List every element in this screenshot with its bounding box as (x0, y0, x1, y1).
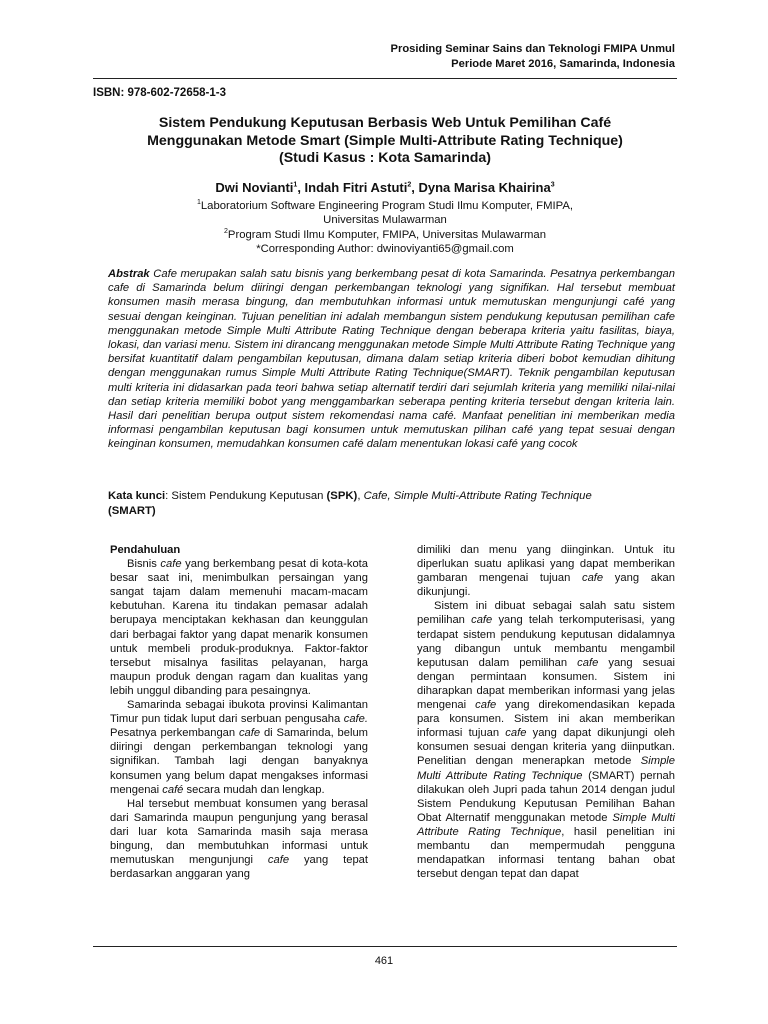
affiliation-1-sup: 1 (196, 199, 201, 207)
paragraph: Sistem ini dibuat sebagai salah satu sistem pemilihan cafe yang telah terkomputerisasi, yang terdapat sistem pendukung keputusan didalamnya yang dibangun untuk membantu mengambil keputusan dalam pemilihan cafe yang sesuai dengan permintaan konsumen. Sistem ini diharapkan dapat memberikan informasi yang jelas mengenai cafe yang direkomendasikan kepada para konsumen. Sistem ini akan memberikan informasi tujuan cafe yang dapat dikunjungi oleh konsumen sesuai dengan kriteria yang diinputkan. Penelitian dengan menerapkan metode Simple Multi Attribute Rating Technique (SMART) pernah dilakukan oleh Jupri pada tahun 2014 dengan judul Sistem Pendukung Keputusan Pemilihan Bahan Obat Alternatif menggunakan metode Simple Multi Attribute Rating Technique, hasil penelitian ini membantu dan mempermudah pengguna mendapatkan informasi tentang bahan obat tersebut dengan tepat dan dapat (417, 600, 675, 881)
corresponding-author: *Corresponding Author: dwinoviyanti65@gmail.com (256, 243, 514, 256)
keywords (108, 489, 675, 519)
paragraph: dimiliki dan menu yang diinginkan. Untuk itu diperlukan suatu aplikasi yang dapat memberikan gambaran mengenai tujuan cafe yang akan dikunjungi. (417, 544, 675, 599)
affiliations (93, 199, 677, 257)
author-2-sup: 2 (407, 181, 412, 189)
paragraph: Hal tersebut membuat konsumen yang berasal dari Samarinda maupun pengunjung yang berasal dari luar kota Samarinda masih saja merasa bingung, dan membutuhkan informasi untuk memutuskan mengunjungi cafe yang tepat berdasarkan anggaran yang (110, 797, 368, 881)
paper-title (93, 115, 677, 168)
title-line-3: (Studi Kasus : Kota Samarinda) (278, 150, 492, 166)
affiliation-2-sup: 2 (224, 228, 228, 236)
abstract (108, 267, 675, 452)
header-rule (93, 78, 677, 79)
affiliation-2-text: Program Studi Ilmu Komputer, FMIPA, Universitas Mulawarman (227, 228, 546, 241)
author-2: , Indah Fitri Astuti (297, 180, 408, 195)
title-line-1: Sistem Pendukung Keputusan Berbasis Web Untuk Pemilihan Café (158, 115, 612, 131)
keywords-text-2: Cafe, Simple Multi-Attribute Rating Technique (363, 490, 592, 502)
author-3-sup: 3 (550, 181, 555, 189)
keyword-spk: (SPK) (326, 490, 358, 502)
keywords-text-1: : Sistem Pendukung Keputusan (165, 490, 327, 502)
right-column (417, 543, 675, 881)
affiliation-1-line-2: Universitas Mulawarman (323, 214, 447, 227)
proceedings-period: Periode Maret 2016, Samarinda, Indonesia (451, 58, 675, 70)
proceedings-name: Prosiding Seminar Sains dan Teknologi FMIPA Unmul (390, 43, 675, 55)
paragraph: Bisnis cafe yang berkembang pesat di kota-kota besar saat ini, menimbulkan persaingan yang sangat tajam dalam memenuhi macam-macam kebutuhan. Karena itu tindakan pemasar adalah berupaya menciptakan kekhasan dan keunggulan dari berbagai faktor yang dapat menarik konsumen untuk membeli produk-produknya. Faktor-faktor tersebut misalnya fasilitas pelayanan, harga maupun produk dengan ragam dan kualitas yang lebih unggul dibanding para pesaingnya. (110, 558, 368, 697)
keywords-comma: , (357, 490, 364, 502)
keywords-label: Kata kunci (108, 490, 166, 502)
page-number: 461 (374, 955, 394, 967)
author-1-sup: 1 (293, 181, 298, 189)
keyword-smart: (SMART) (108, 505, 156, 517)
left-column (110, 543, 368, 881)
affiliation-1 (93, 199, 677, 213)
running-header (391, 42, 675, 72)
author-3: , Dyna Marisa Khairina (411, 180, 551, 195)
section-title: Pendahuluan (110, 544, 181, 556)
author-list (93, 180, 677, 195)
affiliation-1-line-1: Laboratorium Software Engineering Program Studi Ilmu Komputer, FMIPA, (200, 200, 574, 212)
abstract-text: Cafe merupakan salah satu bisnis yang berkembang pesat di kota Samarinda. Pesatnya perkembangan cafe di Samarinda belum diiringi dengan perkembangan teknologi yang signifikan. Hal tersebut membuat konsumen masih merasa bingung, dan membutuhkan informasi untuk memutuskan mengunjungi café yang sesuai dengan keinginan. Tujuan penelitian ini adalah membangun sistem pendukung keputusan pemilihan cafe menggunakan metode Simple Multi Attribute Rating Technique dengan beberapa kriteria yaitu fasilitas, biaya, lokasi, dan variasi menu. Sistem ini dirancang menggunakan metode Simple Multi Attribute Rating Technique yang bersifat kuantitatif dalam pengambilan keputusan, dimana dalam setiap kriteria diberi bobot kemudian dihitung dengan menggunakan rumus Simple Multi Attribute Rating Technique(SMART). Teknik pengambilan keputusan multi kriteria ini didasarkan pada teori bahwa setiap alternatif terdiri dari sejumlah kriteria yang memiliki nilai-nilai dan setiap kriteria memiliki bobot yang menggambarkan seberapa penting kriteria tersebut dengan kriteria lain. Hasil dari penelitian berupa output sistem rekomendasi nama café. Manfaat penelitian ini memberikan media informasi pengambilan keputusan bagi konsumen untuk memutuskan pilihan café yang tepat sesuai dengan keinginan konsumen, memudahkan konsumen café dalam menentukan lokasi café yang cocok (108, 268, 675, 451)
title-line-2: Menggunakan Metode Smart (Simple Multi-Attribute Rating Technique) (147, 132, 623, 149)
affiliation-2 (93, 228, 677, 242)
isbn: ISBN: 978-602-72658-1-3 (93, 87, 226, 99)
author-1: Dwi Novianti (215, 180, 294, 195)
abstract-label: Abstrak (108, 268, 150, 280)
footer-rule (93, 946, 677, 947)
paragraph: Samarinda sebagai ibukota provinsi Kalimantan Timur pun tidak luput dari serbuan pengusaha cafe. Pesatnya perkembangan cafe di Samarinda, belum diiringi dengan perkembangan teknologi yang signifikan. Tambah lagi dengan banyaknya konsumen yang belum dapat mengakses informasi mengenai café secara mudah dan lengkap. (110, 699, 368, 796)
